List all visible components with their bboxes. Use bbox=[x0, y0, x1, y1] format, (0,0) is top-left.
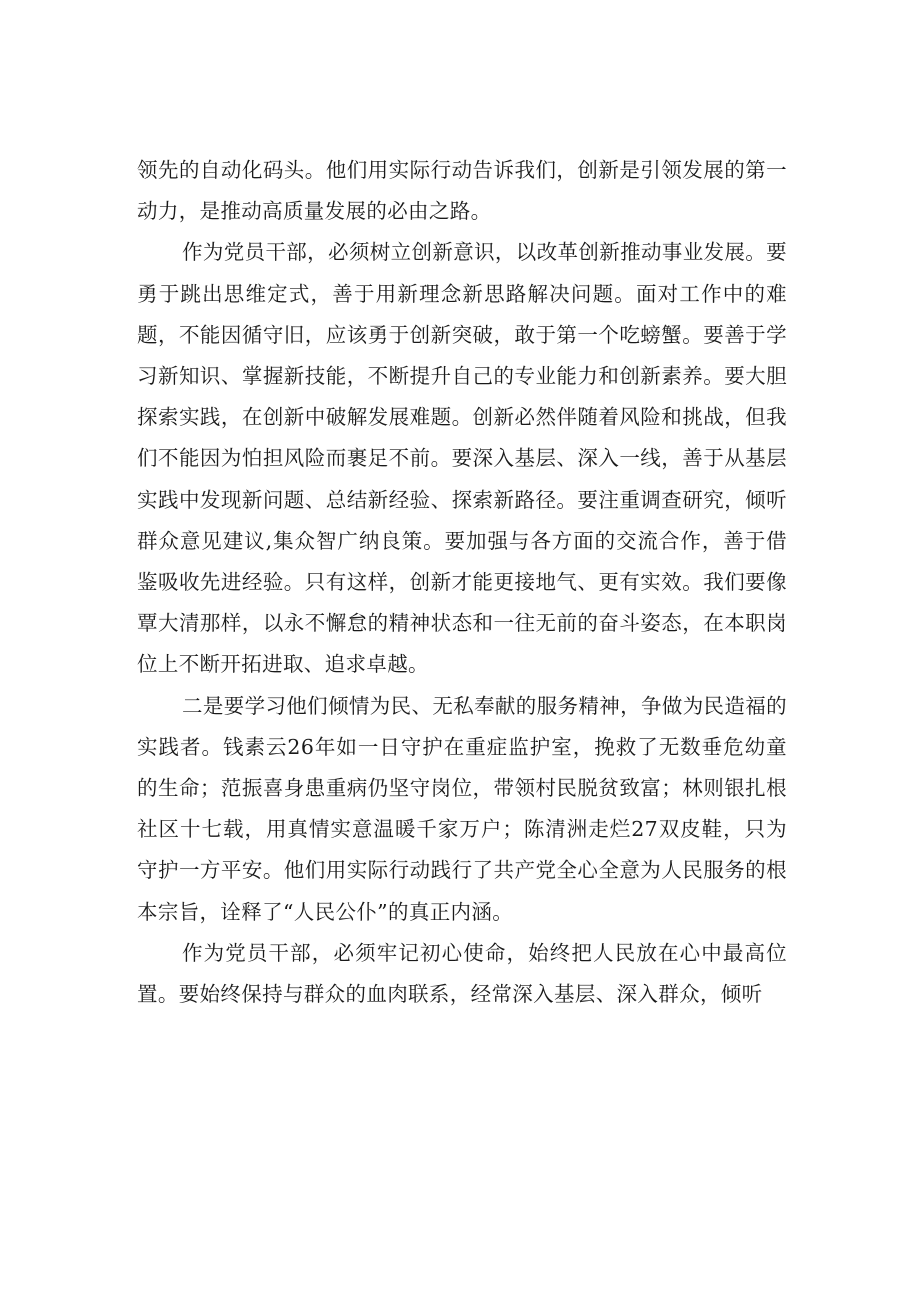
paragraph-3: 二是要学习他们倾情为民、无私奉献的服务精神，争做为民造福的实践者。钱素云26年如一日守护在重症监护室，挽救了无数垂危幼童的生命；范振喜身患重病仍坚守岗位，带领村民脱贫致富；林则银扎根社区十七载，用真情实意温暖千家万户；陈清洲走烂27双皮鞋，只为守护一方平安。他们用实际行动践行了共产党全心全意为人民服务的根本宗旨，诠释了“人民公仆”的真正内涵。 bbox=[137, 693, 787, 924]
paragraph-1: 领先的自动化码头。他们用实际行动告诉我们，创新是引领发展的第一动力，是推动高质量发展的必由之路。 bbox=[137, 158, 787, 224]
paragraph-2: 作为党员干部，必须树立创新意识，以改革创新推动事业发展。要勇于跳出思维定式，善于用新理念新思路解决问题。面对工作中的难题，不能因循守旧，应该勇于创新突破，敢于第一个吃螃蟹。要善于学习新知识、掌握新技能，不断提升自己的专业能力和创新素养。要大胆探索实践，在创新中破解发展难题。创新必然伴随着风险和挑战，但我们不能因为怕担风险而裹足不前。要深入基层、深入一线，善于从基层实践中发现新问题、总结新经验、探索新路径。要注重调查研究，倾听群众意见建议,集众智广纳良策。要加强与各方面的交流合作，善于借鉴吸收先进经验。只有这样，创新才能更接地气、更有实效。我们要像覃大清那样，以永不懈怠的精神状态和一往无前的奋斗姿态，在本职岗位上不断开拓进取、追求卓越。 bbox=[137, 240, 787, 677]
paragraph-4: 作为党员干部，必须牢记初心使命，始终把人民放在心中最高位置。要始终保持与群众的血肉联系，经常深入基层、深入群众，倾听 bbox=[137, 940, 787, 1007]
document-body bbox=[137, 150, 787, 1015]
